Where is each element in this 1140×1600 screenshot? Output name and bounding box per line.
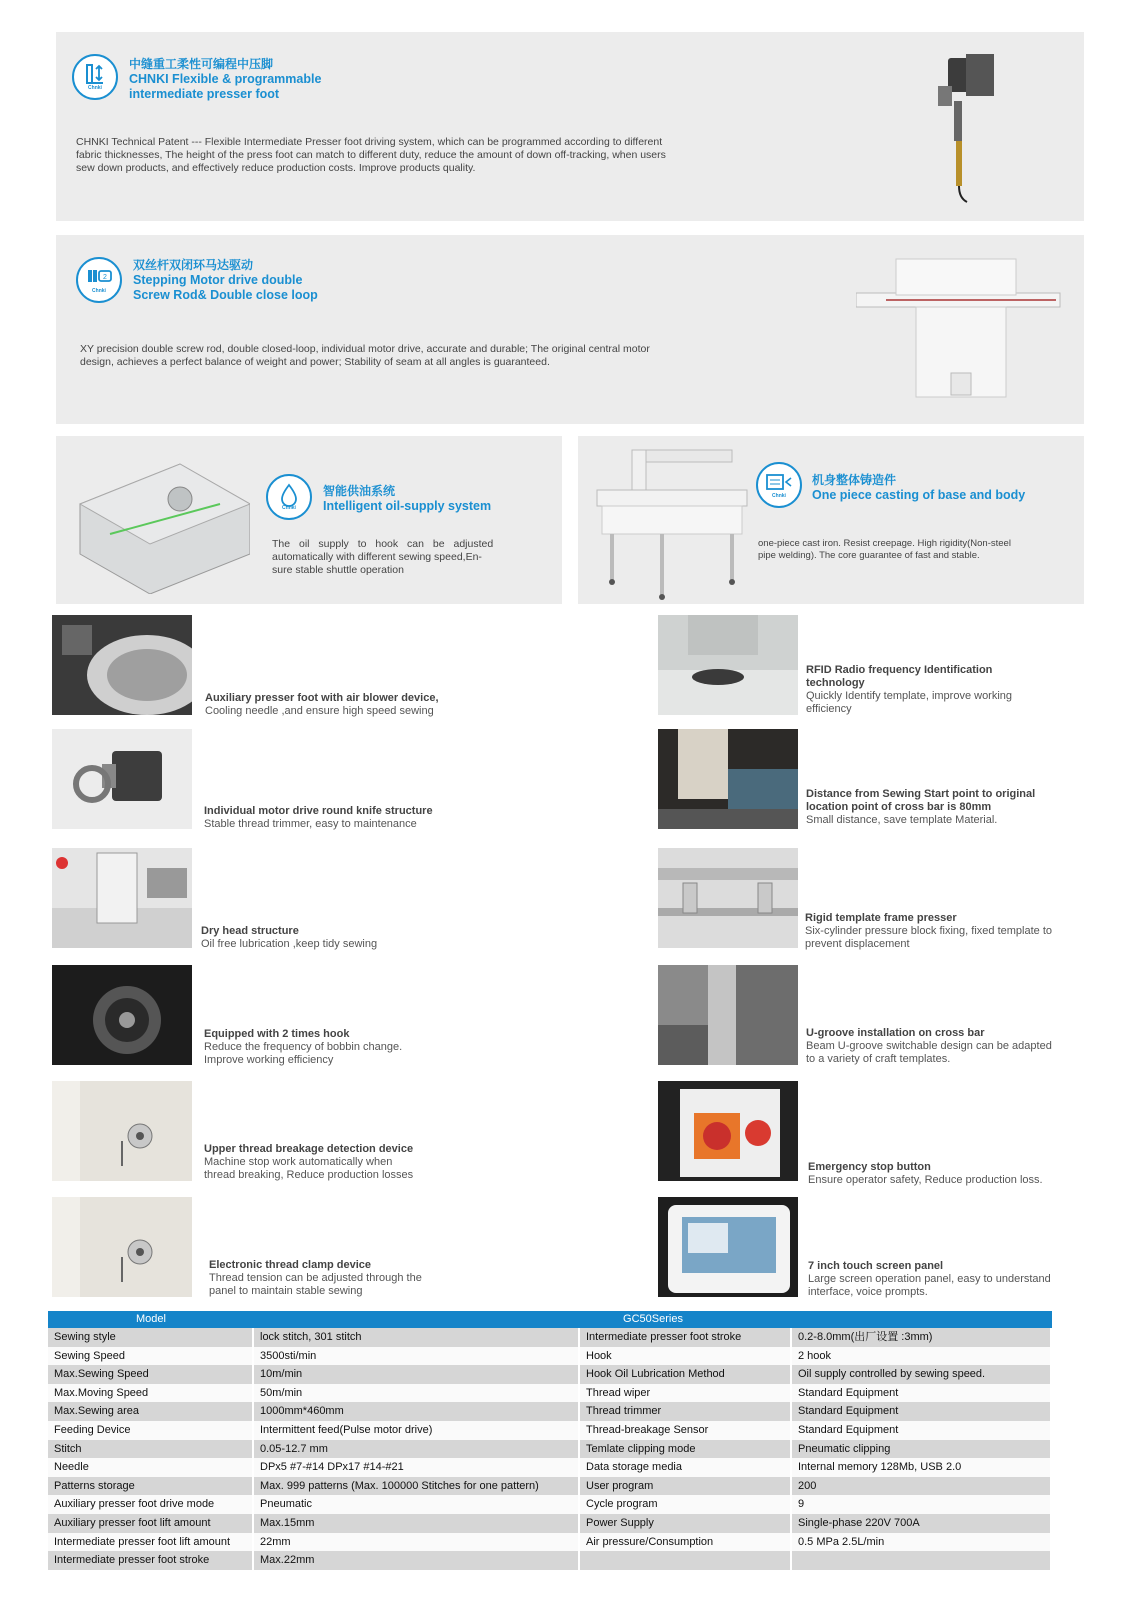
feature-title-en: Stepping Motor drive double [133,273,303,287]
feature-title-en: CHNKI Flexible & programmable [129,72,322,86]
feature-photo-hook [52,965,192,1065]
spec-value: 50m/min [254,1384,580,1403]
spec-value: Internal memory 128Mb, USB 2.0 [792,1458,1052,1477]
spec-value: Oil supply controlled by sewing speed. [792,1365,1052,1384]
feature-title-en: Screw Rod& Double close loop [133,288,318,302]
feature-item-dry-head: Dry head structure Oil free lubrication ,keep tidy sewing [201,925,378,950]
spec-value: Standard Equipment [792,1421,1052,1440]
table-row [48,1477,1052,1496]
feature-photo-u-groove [658,965,798,1065]
table-row [48,1328,1052,1347]
presser-foot-icon: Chnki [72,54,118,100]
feature-description: XY precision double screw rod, double closed-loop, individual motor drive, accurate and durable; The original central motor design, achieves a perfect balance of weight and power; Stability of seam at all angles is guaranteed. [80,343,650,368]
table-row [48,1365,1052,1384]
spec-label: Data storage media [580,1458,792,1477]
spec-value: DPx5 #7-#14 DPx17 #14-#21 [254,1458,580,1477]
feature-item-start-point: Distance from Sewing Start point to original location point of cross bar is 80mm Small distance, save template Material. [806,788,1036,826]
spec-label: Power Supply [580,1514,792,1533]
table-row [48,1384,1052,1403]
feature-item-hook: Equipped with 2 times hook Reduce the frequency of bobbin change. Improve working efficiency [204,1028,403,1066]
feature-item-emergency-stop: Emergency stop button Ensure operator safety, Reduce production loss. [808,1161,1043,1186]
svg-text:2: 2 [103,274,107,281]
table-row [48,1440,1052,1459]
spec-label: Max.Moving Speed [48,1384,254,1403]
spec-value: 0.2-8.0mm(出厂设置 :3mm) [792,1328,1052,1347]
spec-value: Max.22mm [254,1551,580,1570]
spec-label: Patterns storage [48,1477,254,1496]
spec-value: Single-phase 220V 700A [792,1514,1052,1533]
table-row [48,1551,1052,1570]
spec-label: Max.Sewing area [48,1402,254,1421]
spec-value: 3500sti/min [254,1347,580,1366]
spec-label: Intermediate presser foot stroke [48,1551,254,1570]
table-row [48,1347,1052,1366]
spec-label: Thread wiper [580,1384,792,1403]
spec-value [792,1551,1052,1570]
feature-photo-rfid [658,615,798,715]
feature-photo-air-blower [52,615,192,715]
feature-item-template-frame: Rigid template frame presser Six-cylinder pressure block fixing, fixed template to prevent displacement [805,912,1052,950]
oil-system-image [70,444,250,594]
spec-value: Max.15mm [254,1514,580,1533]
spec-value: Standard Equipment [792,1384,1052,1403]
feature-title-en: intermediate presser foot [129,87,280,101]
motor-presser-image [916,46,1026,206]
feature-panel-casting [578,436,1084,604]
screw-rod-icon: 2 Chnki [76,257,122,303]
feature-item-air-blower: Auxiliary presser foot with air blower device, Cooling needle ,and ensure high speed sewing [205,692,439,717]
table-row [48,1402,1052,1421]
feature-photo-start-point [658,729,798,829]
spec-label: Sewing Speed [48,1347,254,1366]
spec-value: 10m/min [254,1365,580,1384]
spec-label: Sewing style [48,1328,254,1347]
casting-body-icon: Chnki [756,462,802,508]
spec-label: Temlate clipping mode [580,1440,792,1459]
spec-table [48,1311,1052,1570]
feature-item-thread-breakage: Upper thread breakage detection device Machine stop work automatically when thread breaking, Reduce production losses [204,1143,414,1181]
spec-label: Thread-breakage Sensor [580,1421,792,1440]
feature-title-en: Intelligent oil-supply system [323,499,492,513]
feature-photo-thread-clamp [52,1197,192,1297]
header-model: Model [136,1313,166,1325]
feature-photo-emergency-stop [658,1081,798,1181]
spec-label: Needle [48,1458,254,1477]
spec-value: 9 [792,1495,1052,1514]
spec-label: Air pressure/Consumption [580,1533,792,1552]
table-row [48,1514,1052,1533]
feature-description: CHNKI Technical Patent --- Flexible Intermediate Presser foot driving system, which can be programmed according to different fabric thicknesses, The height of the press foot can match to different duty, reduce the amount of down off-tracking, when users sew down products, and effectively reduce production costs. Improve products quality. [76,136,666,174]
feature-item-rfid: RFID Radio frequency Identification technology Quickly Identify template, improve working efficiency [806,664,1013,715]
feature-description: The oil supply to hook can be adjusted automatically with different sewing speed,En- sure stable shuttle operation [272,538,494,576]
spec-value: 22mm [254,1533,580,1552]
feature-photo-touch-panel [658,1197,798,1297]
spec-value: Pneumatic [254,1495,580,1514]
feature-item-u-groove: U-groove installation on cross bar Beam U-groove switchable design can be adapted to a variety of craft templates. [806,1027,1052,1065]
spec-value: 1000mm*460mm [254,1402,580,1421]
xy-frame-image [856,253,1066,403]
spec-label: Hook Oil Lubrication Method [580,1365,792,1384]
feature-panel-stepping-motor [56,235,1084,424]
spec-label: Max.Sewing Speed [48,1365,254,1384]
table-row [48,1533,1052,1552]
spec-value: Standard Equipment [792,1402,1052,1421]
feature-title-en: One piece casting of base and body [812,488,1026,502]
feature-item-touch-panel: 7 inch touch screen panel Large screen operation panel, easy to understand interface, voice prompts. [808,1260,1051,1298]
spec-label [580,1551,792,1570]
spec-value: Max. 999 patterns (Max. 100000 Stitches for one pattern) [254,1477,580,1496]
machine-base-image [592,440,752,602]
oil-drop-icon: Chnki [266,474,312,520]
spec-value: 0.5 MPa 2.5L/min [792,1533,1052,1552]
spec-value: Pneumatic clipping [792,1440,1052,1459]
spec-label: Auxiliary presser foot drive mode [48,1495,254,1514]
header-series: GC50Series [623,1313,683,1325]
feature-photo-thread-breakage [52,1081,192,1181]
spec-label: Hook [580,1347,792,1366]
spec-value: 200 [792,1477,1052,1496]
feature-photo-dry-head [52,848,192,948]
feature-photo-round-knife [52,729,192,829]
feature-title-cn: 中缝重工柔性可编程中压脚 [129,57,274,71]
feature-description: one-piece cast iron. Resist creepage. High rigidity(Non-steel pipe welding). The core guarantee of fast and stable. [758,538,1011,561]
spec-value: 0.05-12.7 mm [254,1440,580,1459]
spec-rows [48,1328,1052,1570]
feature-photo-template-frame [658,848,798,948]
feature-panel-oil-supply [56,436,562,604]
feature-title-cn: 智能供油系统 [323,484,396,498]
spec-label: Intermediate presser foot lift amount [48,1533,254,1552]
spec-value: lock stitch, 301 stitch [254,1328,580,1347]
feature-title-cn: 双丝杆双闭环马达驱动 [133,258,254,272]
spec-value: 2 hook [792,1347,1052,1366]
spec-value: Intermittent feed(Pulse motor drive) [254,1421,580,1440]
spec-label: Stitch [48,1440,254,1459]
spec-label: Cycle program [580,1495,792,1514]
table-row [48,1458,1052,1477]
table-row [48,1421,1052,1440]
spec-label: User program [580,1477,792,1496]
spec-table-header [48,1311,1052,1328]
feature-item-thread-clamp: Electronic thread clamp device Thread tension can be adjusted through the panel to maintain stable sewing [209,1259,422,1297]
feature-title-cn: 机身整体铸造件 [812,473,897,487]
feature-item-round-knife: Individual motor drive round knife structure Stable thread trimmer, easy to maintenance [204,805,433,830]
spec-label: Intermediate presser foot stroke [580,1328,792,1347]
feature-panel-presser-foot [56,32,1084,221]
table-row [48,1495,1052,1514]
spec-label: Feeding Device [48,1421,254,1440]
spec-label: Thread trimmer [580,1402,792,1421]
spec-label: Auxiliary presser foot lift amount [48,1514,254,1533]
